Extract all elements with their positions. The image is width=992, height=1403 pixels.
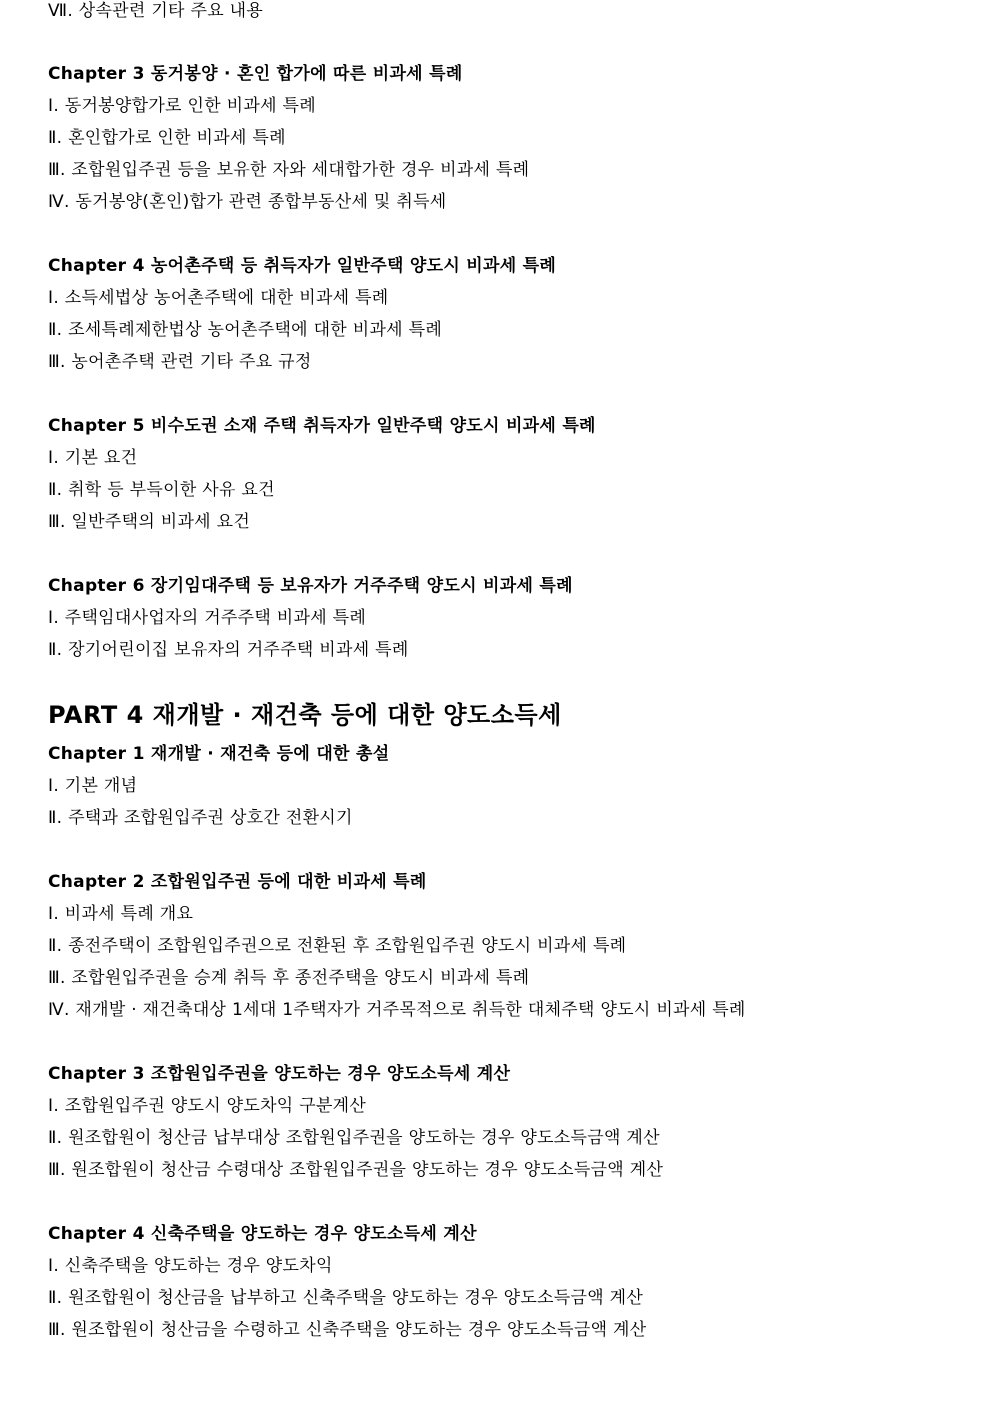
- toc-item: Ⅰ. 비과세 특례 개요: [48, 904, 194, 924]
- part-heading: PART 4 재개발 · 재건축 등에 대한 양도소득세: [48, 701, 562, 729]
- toc-item: Ⅳ. 재개발 · 재건축대상 1세대 1주택자가 거주목적으로 취득한 대체주택 양도시 비과세 특례: [48, 1000, 746, 1020]
- toc-item: Ⅱ. 혼인합가로 인한 비과세 특례: [48, 128, 286, 148]
- toc-item: Ⅱ. 취학 등 부득이한 사유 요건: [48, 480, 275, 500]
- toc-item: Ⅳ. 동거봉양(혼인)합가 관련 종합부동산세 및 취득세: [48, 192, 447, 212]
- toc-item: Ⅰ. 기본 개념: [48, 776, 138, 796]
- chapter-heading: Chapter 1 재개발 · 재건축 등에 대한 총설: [48, 744, 390, 764]
- chapter-heading: Chapter 3 동거봉양 · 혼인 합가에 따른 비과세 특례: [48, 64, 463, 84]
- chapter-heading: Chapter 4 신축주택을 양도하는 경우 양도소득세 계산: [48, 1224, 477, 1244]
- toc-item: Ⅰ. 신축주택을 양도하는 경우 양도차익: [48, 1256, 333, 1276]
- toc-item: Ⅱ. 원조합원이 청산금 납부대상 조합원입주권을 양도하는 경우 양도소득금액 계산: [48, 1128, 660, 1148]
- toc-item: Ⅱ. 조세특례제한법상 농어촌주택에 대한 비과세 특례: [48, 320, 443, 340]
- chapter-heading: Chapter 5 비수도권 소재 주택 취득자가 일반주택 양도시 비과세 특례: [48, 416, 596, 436]
- chapter-heading: Chapter 2 조합원입주권 등에 대한 비과세 특례: [48, 872, 427, 892]
- toc-item: Ⅰ. 동거봉양합가로 인한 비과세 특례: [48, 96, 316, 116]
- toc-item: Ⅲ. 농어촌주택 관련 기타 주요 규정: [48, 352, 312, 372]
- toc-item: Ⅰ. 기본 요건: [48, 448, 138, 468]
- toc-item: Ⅲ. 원조합원이 청산금 수령대상 조합원입주권을 양도하는 경우 양도소득금액 계산: [48, 1160, 664, 1180]
- toc-item: Ⅱ. 종전주택이 조합원입주권으로 전환된 후 조합원입주권 양도시 비과세 특례: [48, 936, 627, 956]
- chapter-heading: Chapter 3 조합원입주권을 양도하는 경우 양도소득세 계산: [48, 1064, 511, 1084]
- chapter-heading: Chapter 4 농어촌주택 등 취득자가 일반주택 양도시 비과세 특례: [48, 256, 557, 276]
- chapter-heading: Chapter 6 장기임대주택 등 보유자가 거주주택 양도시 비과세 특례: [48, 576, 573, 596]
- toc-item: Ⅲ. 일반주택의 비과세 요건: [48, 512, 251, 532]
- toc-item: Ⅰ. 조합원입주권 양도시 양도차익 구분계산: [48, 1096, 367, 1116]
- toc-item: Ⅱ. 장기어린이집 보유자의 거주주택 비과세 특례: [48, 640, 409, 660]
- toc-item: Ⅰ. 주택임대사업자의 거주주택 비과세 특례: [48, 608, 367, 628]
- toc-item: Ⅱ. 원조합원이 청산금을 납부하고 신축주택을 양도하는 경우 양도소득금액 계산: [48, 1288, 644, 1308]
- toc-item: Ⅲ. 원조합원이 청산금을 수령하고 신축주택을 양도하는 경우 양도소득금액 계산: [48, 1320, 647, 1340]
- toc-item: Ⅲ. 조합원입주권 등을 보유한 자와 세대합가한 경우 비과세 특례: [48, 160, 530, 180]
- toc-item: Ⅱ. 주택과 조합원입주권 상호간 전환시기: [48, 808, 353, 828]
- toc-item: Ⅲ. 조합원입주권을 승계 취득 후 종전주택을 양도시 비과세 특례: [48, 968, 530, 988]
- toc-item: Ⅰ. 소득세법상 농어촌주택에 대한 비과세 특례: [48, 288, 389, 308]
- toc-item: Ⅶ. 상속관련 기타 주요 내용: [48, 1, 264, 21]
